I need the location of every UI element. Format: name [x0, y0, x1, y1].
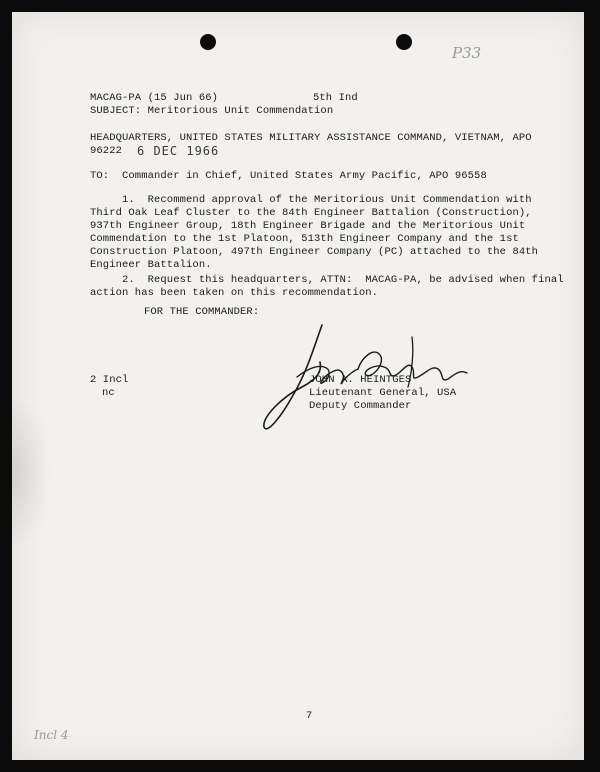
paragraph-1-line: Construction Platoon, 497th Engineer Company (PC) attached to the 84th: [90, 246, 539, 258]
enclosure-count: 2 Incl: [90, 374, 129, 386]
for-the-commander: FOR THE COMMANDER:: [144, 306, 260, 318]
paragraph-1-line: 937th Engineer Group, 18th Engineer Brigade and the Meritorious Unit: [90, 220, 526, 232]
indorsement-number: 5th Ind: [313, 92, 358, 104]
date-stamp: 6 DEC 1966: [137, 144, 220, 158]
to-line: TO: Commander in Chief, United States Army Pacific, APO 96558: [90, 170, 487, 182]
subject-line: SUBJECT: Meritorious Unit Commendation: [90, 105, 334, 117]
headquarters-apo: 96222: [90, 145, 123, 157]
enclosure-note: nc: [102, 387, 115, 399]
document-page: [12, 12, 584, 760]
headquarters-line: HEADQUARTERS, UNITED STATES MILITARY ASSISTANCE COMMAND, VIETNAM, APO: [90, 132, 532, 144]
paragraph-1-line: 1. Recommend approval of the Meritorious Unit Commendation with: [90, 194, 532, 206]
handwritten-note-top-right: P33: [452, 44, 482, 62]
paragraph-2-line: action has been taken on this recommendation.: [90, 287, 379, 299]
signer-rank: Lieutenant General, USA: [309, 387, 457, 399]
paragraph-1-line: Engineer Battalion.: [90, 259, 212, 271]
paragraph-1-line: Third Oak Leaf Cluster to the 84th Engineer Battalion (Construction),: [90, 207, 532, 219]
handwritten-note-bottom-left: Incl 4: [34, 728, 69, 742]
signer-title: Deputy Commander: [309, 400, 412, 412]
paragraph-2-line: 2. Request this headquarters, ATTN: MACAG-PA, be advised when final: [90, 274, 564, 286]
page-number: 7: [306, 710, 313, 722]
office-symbol: MACAG-PA (15 Jun 66): [90, 92, 219, 104]
signer-name: JOHN A. HEINTGES: [309, 374, 412, 386]
punch-hole-left: [200, 34, 216, 50]
punch-hole-right: [396, 34, 412, 50]
paragraph-1-line: Commendation to the 1st Platoon, 513th Engineer Company and the 1st: [90, 233, 519, 245]
